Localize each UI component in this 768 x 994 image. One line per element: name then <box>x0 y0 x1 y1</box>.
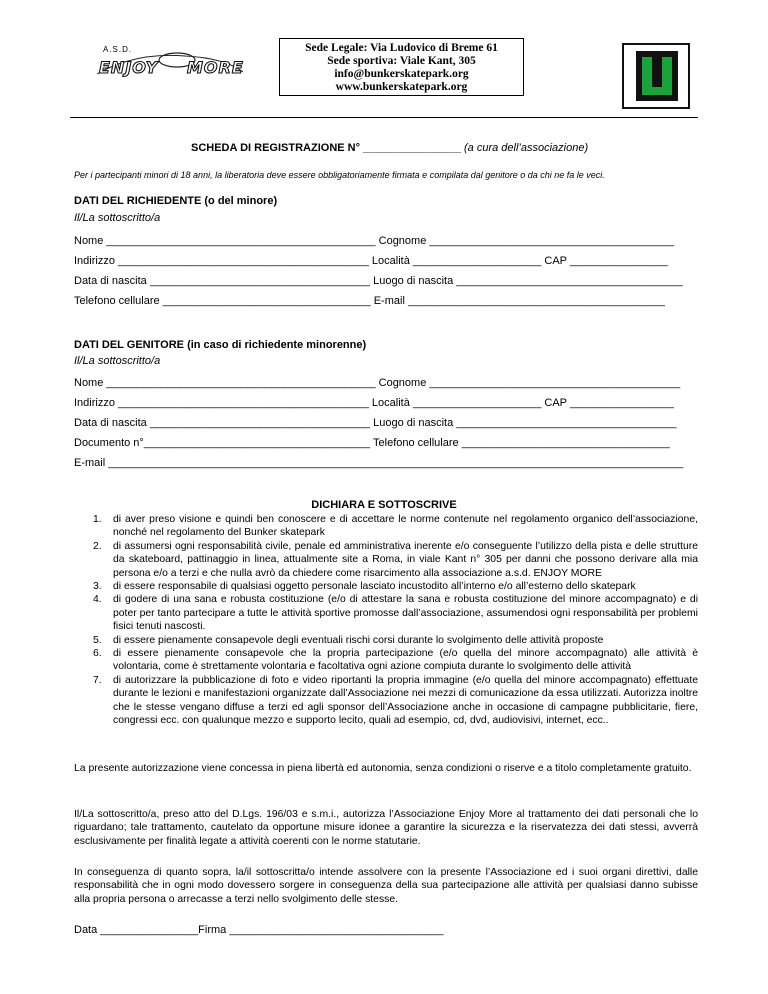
form-title-note: (a cura dell’associazione) <box>464 142 589 154</box>
address-line: Sede sportiva: Viale Kant, 305 <box>327 55 476 67</box>
enjoy-more-logo <box>95 46 245 80</box>
parent-address-field[interactable]: Indirizzo _________________________________________ Località _____________________ CAP _________________ <box>74 397 674 409</box>
applicant-name-field[interactable]: Nome ____________________________________________ Cognome ________________________________________ <box>74 235 675 247</box>
bunker-logo-icon <box>622 43 690 109</box>
parent-document-phone-field[interactable]: Documento n°_____________________________________ Telefono cellulare __________________________________ <box>74 437 670 449</box>
privacy-paragraph: Il/La sottoscritto/a, preso atto del D.Lgs. 196/03 e s.m.i., autorizza l’Associazione Enjoy More al trattamento dei dati personali che lo riguardano; tale trattamento, cautelato da opportune misure idonee a garantire la sicurezza e la riservatezza dei dati stessi, avverrà esclusivamente per finalità legate a attività coerenti con le norme statutarie. <box>74 809 698 847</box>
item-number: 5. <box>93 634 102 646</box>
item-number: 1. <box>93 514 102 525</box>
item-text: di essere pienamente consapevole che la propria partecipazione (e/o quella del minore accompagnato) alle attività è volontaria, come è strettamente volontaria e facoltativa ogni azione compiuta durante lo svolgimento delle attività <box>113 648 698 673</box>
header-divider <box>70 117 698 118</box>
applicant-subheading: Il/La sottoscritto/a <box>74 212 161 224</box>
applicant-address-field[interactable]: Indirizzo _________________________________________ Località _____________________ CAP ________________ <box>74 255 668 267</box>
minor-note: Per i partecipanti minori di 18 anni, la liberatoria deve essere obbligatoriamente firmata e compilata dal genitore o da chi ne fa le veci. <box>74 170 605 180</box>
item-number: 4. <box>93 594 102 606</box>
svg-text:MORE: MORE <box>187 58 244 77</box>
applicant-phone-email-field[interactable]: Telefono cellulare __________________________________ E-mail __________________________________________ <box>74 295 665 307</box>
authorization-paragraph: La presente autorizzazione viene concessa in piena libertà ed autonomia, senza condizioni o riserve e a titolo completamente gratuito. <box>74 763 692 774</box>
parent-heading: DATI DEL GENITORE (in caso di richiedente minorenne) <box>74 339 367 351</box>
item-number: 3. <box>93 581 102 593</box>
form-title-row <box>191 142 588 155</box>
applicant-heading: DATI DEL RICHIEDENTE (o del minore) <box>74 195 278 207</box>
item-number: 2. <box>93 540 102 552</box>
parent-email-field[interactable]: E-mail ______________________________________________________________________________________________ <box>74 457 684 469</box>
declaration-item <box>93 540 698 580</box>
item-text: di godere di una sana e robusta costituzione (e/o di attestare la sana e robusta costituzione del minore accompagnato) e di poter per tanto partecipare a tutte le attività sportive promosse dall’associazione, assumendosi ogni responsabilità per problemi fisici tenuti nascosti. <box>113 594 698 633</box>
declaration-item <box>93 647 698 674</box>
parent-subheading: Il/La sottoscritto/a <box>74 355 161 367</box>
declaration-item <box>93 513 698 540</box>
liability-paragraph: In conseguenza di quanto sopra, la/il sottoscritta/o intende assolvere con la presente l’Associazione ed i suoi organi direttivi, dalle responsabilità che in ogni modo dovessero sorgere in conseguenza della sua partecipazione alle attività per qualsiasi danno subisse alla propria persona o arrecasse a terzi nello svolgimento delle stesse. <box>74 867 698 905</box>
item-text: di essere responsabile di qualsiasi oggetto personale lasciato incustodito all’interno e/o all’esterno dello skatepark <box>113 581 636 593</box>
declaration-list <box>74 513 698 728</box>
declaration-item <box>93 580 698 593</box>
declaration-item <box>93 674 698 728</box>
parent-birth-field[interactable]: Data di nascita ____________________________________ Luogo di nascita ____________________________________ <box>74 417 677 429</box>
item-number: 7. <box>93 674 102 686</box>
item-text: di essere pienamente consapevole degli eventuali rischi corsi durante lo svolgimento delle attività proposte <box>113 634 604 646</box>
asd-label: A.S.D. <box>103 45 133 54</box>
declaration-heading: DICHIARA E SOTTOSCRIVE <box>311 499 457 511</box>
declaration-item <box>93 634 698 647</box>
item-text: di aver preso visione e quindi ben conoscere e di accettare le norme contenute nel regolamento organico dell’associazione, nonché nel regolamento del Bunker skatepark <box>113 514 698 539</box>
declaration-item <box>93 593 698 633</box>
parent-name-field[interactable]: Nome ____________________________________________ Cognome _________________________________________ <box>74 377 681 389</box>
address-box <box>279 38 524 96</box>
date-signature-field[interactable]: Data ________________Firma ___________________________________ <box>74 924 444 936</box>
website-line: www.bunkerskatepark.org <box>335 81 468 93</box>
address-line: Sede Legale: Via Ludovico di Breme 61 <box>305 42 498 54</box>
item-text: di assumersi ogni responsabilità civile, penale ed amministrativa inerente e/o conseguente l’utilizzo della pista e delle strutture da skateboard, pattinaggio in linea, attualmente site a Roma, in viale Kant n° 305 per danni che possono derivare alla mia persona e/o a terzi e che nulla avrò da chiedere come risarcimento alla associazione a.s.d. ENJOY MORE <box>113 540 698 579</box>
email-line: info@bunkerskatepark.org <box>334 68 469 80</box>
svg-text:ENJOY: ENJOY <box>99 58 159 77</box>
applicant-birth-field[interactable]: Data di nascita ____________________________________ Luogo di nascita _____________________________________ <box>74 275 683 287</box>
item-number: 6. <box>93 648 102 660</box>
form-title: SCHEDA DI REGISTRAZIONE N° ________________ <box>191 142 461 154</box>
item-text: di autorizzare la pubblicazione di foto e video riportanti la propria immagine (e/o quella del minore accompagnato) effettuate durante le lezioni e manifestazioni organizzate dall’Associazione nei mezzi di comunicazione da essa utilizzati. Autorizza inoltre che le stesse vengano diffuse a terzi ed agli sponsor dell’Associazione anche in occasione di campagne pubblicitarie, fiere, congressi ecc. con qualunque mezzo e supporto lecito, quali ad esempio, cd, dvd, audiovisivi, internet, ecc.. <box>113 674 698 727</box>
